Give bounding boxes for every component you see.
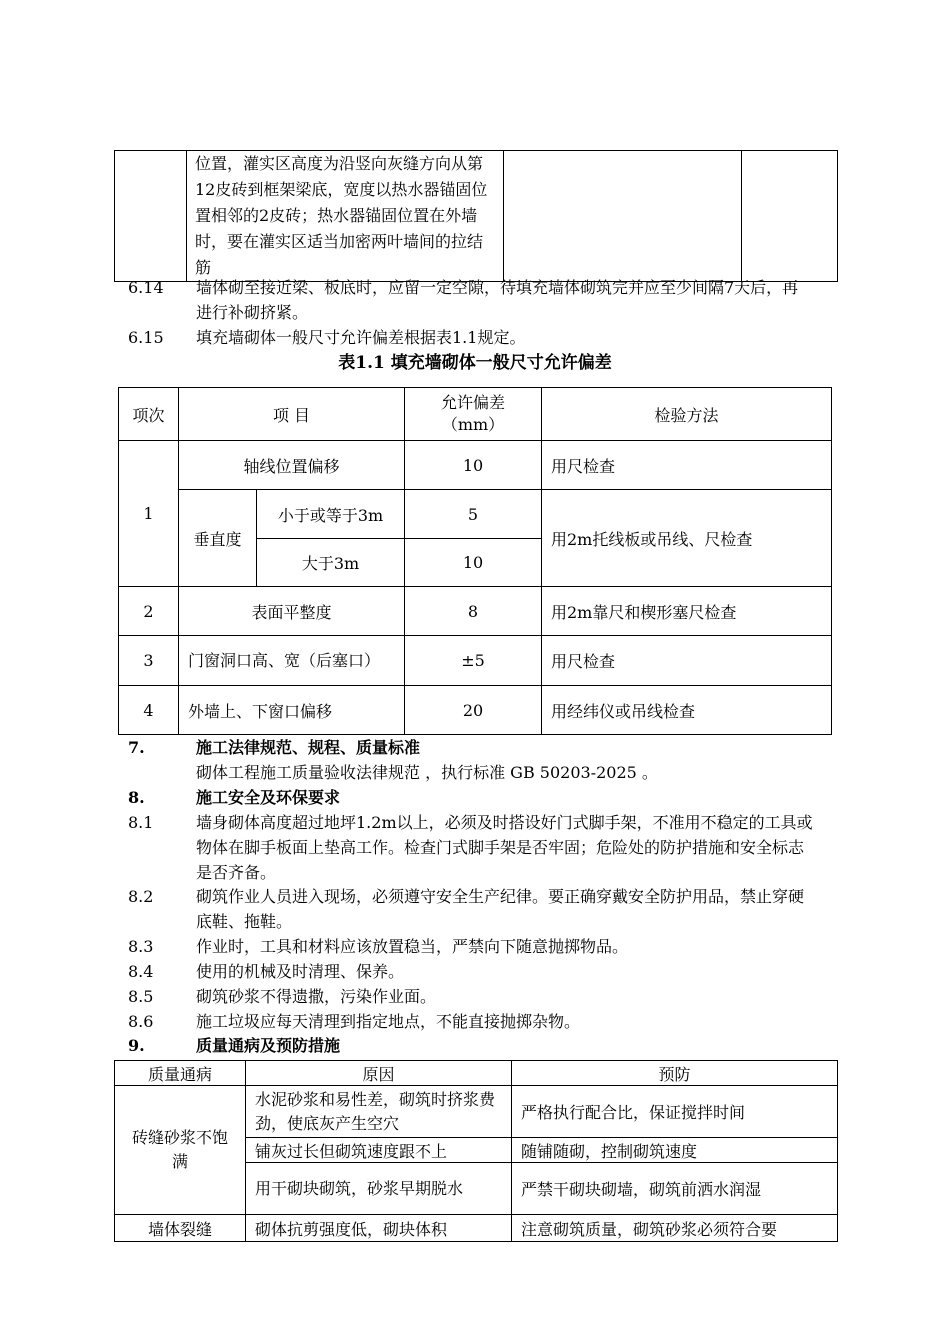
defects-table (114, 1060, 838, 1242)
header-cell: 项次 (119, 388, 179, 441)
item-text: 砌筑砂浆不得遗撒，污染作业面。 (196, 987, 437, 1006)
item-text: 施工垃圾应每天清理到指定地点，不能直接抛掷杂物。 (196, 1012, 581, 1031)
item-text: 填充墙砌体一般尺寸允许偏差根据表1.1规定。 (196, 328, 526, 347)
header-cell: 原因 (246, 1061, 512, 1086)
header-cell: 预防 (512, 1061, 838, 1086)
method-cell: 用2m靠尺和楔形塞尺检查 (542, 587, 832, 636)
cause-cell: 砌体抗剪强度低，砌块体积 (246, 1215, 512, 1242)
header-cell: 允许偏差（mm） (405, 388, 542, 441)
value-cell: 8 (405, 587, 542, 636)
item-number: 8.1 (128, 813, 154, 832)
anchor-detail-cell (187, 151, 504, 282)
value-cell: 5 (405, 490, 542, 539)
method-cell: 用尺检查 (542, 636, 832, 686)
item-number: 8.6 (128, 1012, 154, 1031)
value-cell: 10 (405, 539, 542, 587)
value-cell: ±5 (405, 636, 542, 686)
item-cell: 外墙上、下窗口偏移 (179, 686, 405, 735)
item-number: 8.5 (128, 987, 154, 1006)
header-cell: 检验方法 (542, 388, 832, 441)
item-cell: 门窗洞口高、宽（后塞口） (179, 636, 405, 686)
item-cell: 表面平整度 (179, 587, 405, 636)
prevention-cell: 注意砌筑质量，砌筑砂浆必须符合要 (512, 1215, 838, 1242)
sub-item-cell: 小于或等于3m (257, 490, 405, 539)
continuation-table (114, 150, 838, 282)
defect-cell: 墙体裂缝 (115, 1215, 246, 1242)
cause-cell: 水泥砂浆和易性差，砌筑时挤浆费劲，使底灰产生空穴 (246, 1086, 512, 1138)
row-number: 2 (119, 587, 179, 636)
section-number: 7. (128, 738, 145, 757)
row-number: 3 (119, 636, 179, 686)
section-heading: 施工法律规范、规程、质量标准 (196, 738, 421, 757)
group-cell: 垂直度 (179, 490, 257, 587)
cause-cell: 用干砌块砌筑，砂浆早期脱水 (246, 1163, 512, 1215)
header-cell: 项 目 (179, 388, 405, 441)
table-title: 表1.1 填充墙砌体一般尺寸允许偏差 (338, 353, 612, 373)
item-text: 墙体砌至接近梁、板底时，应留一定空隙，待填充墙体砌筑完并应至少间隔7天后，再进行补砌挤紧。 (196, 278, 799, 322)
section-number: 8. (128, 788, 145, 807)
item-text: 砌筑作业人员进入现场，必须遵守安全生产纪律。要正确穿戴安全防护用品，禁止穿硬底鞋、拖鞋。 (196, 887, 805, 931)
section-text: 砌体工程施工质量验收法律规范 ，执行标准 GB 50203-2025 。 (196, 763, 658, 782)
section-heading: 质量通病及预防措施 (196, 1036, 341, 1055)
item-cell: 轴线位置偏移 (179, 441, 405, 490)
item-text: 使用的机械及时清理、保养。 (196, 962, 405, 981)
row-number: 1 (119, 441, 179, 587)
prevention-cell: 随铺随砌，控制砌筑速度 (512, 1138, 838, 1163)
header-cell: 质量通病 (115, 1061, 246, 1086)
prevention-cell: 严禁干砌块砌墙，砌筑前洒水润湿 (512, 1163, 838, 1215)
item-text: 墙身砌体高度超过地坪1.2m以上，必须及时搭设好门式脚手架，不准用不稳定的工具或物体在脚手板面上垫高工作。检查门式脚手架是否牢固；危险处的防护措施和安全标志是否齐备。 (196, 813, 813, 882)
anchor-detail-text: 位置，灌实区高度为沿竖向灰缝方向从第12皮砖到框架梁底，宽度以热水器锚固位置相邻的2皮砖；热水器锚固位置在外墙时，要在灌实区适当加密两叶墙间的拉结筋 (195, 154, 488, 277)
section-number: 9. (128, 1036, 145, 1055)
item-number: 8.4 (128, 962, 154, 981)
cause-cell: 铺灰过长但砌筑速度跟不上 (246, 1138, 512, 1163)
method-cell: 用2m托线板或吊线、尺检查 (542, 490, 832, 587)
value-cell: 10 (405, 441, 542, 490)
item-number: 6.15 (128, 328, 164, 347)
row-number: 4 (119, 686, 179, 735)
item-number: 8.2 (128, 887, 154, 906)
sub-item-cell: 大于3m (257, 539, 405, 587)
value-cell: 20 (405, 686, 542, 735)
item-text: 作业时，工具和材料应该放置稳当，严禁向下随意抛掷物品。 (196, 937, 629, 956)
empty-cell (115, 151, 187, 282)
tolerance-table (118, 387, 832, 735)
section-heading: 施工安全及环保要求 (196, 788, 341, 807)
prevention-cell: 严格执行配合比，保证搅拌时间 (512, 1086, 838, 1138)
empty-cell (742, 151, 838, 282)
item-number: 8.3 (128, 937, 154, 956)
method-cell: 用尺检查 (542, 441, 832, 490)
defect-cell: 砖缝砂浆不饱满 (115, 1086, 246, 1215)
empty-cell (504, 151, 742, 282)
method-cell: 用经纬仪或吊线检查 (542, 686, 832, 735)
item-number: 6.14 (128, 278, 164, 297)
